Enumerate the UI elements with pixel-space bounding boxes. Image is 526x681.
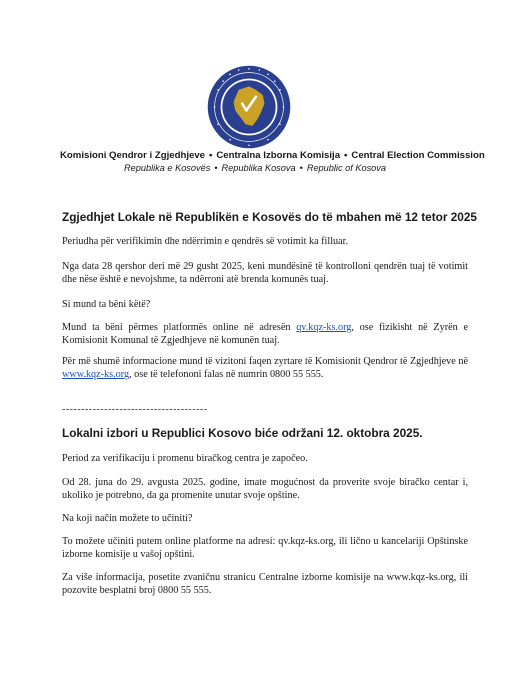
albanian-paragraph-5 [62,355,468,382]
org-name-en: Central Election Commission [351,150,485,161]
serbian-paragraph-1: Period za verifikaciju i promenu biračkog centra je započeo. [62,453,308,464]
serbian-paragraph-4-wrap [62,535,468,562]
albanian-title: Zgjedhjet Lokale në Republikën e Kosovës do të mbahen më 12 tetor 2025 [62,210,477,224]
serbian-paragraph-1-wrap [62,452,468,465]
qv-platform-link[interactable]: qv.kqz-ks.org [296,322,352,333]
section-divider-wrap [62,404,468,415]
albanian-question: Si mund ta bëni këtë? [62,299,151,310]
albanian-paragraph-5-text-b: , ose të telefononi falas në numrin 0800 55 555. [129,369,324,381]
header-separator: • [214,163,218,173]
republic-name-sr: Republika Kosova [221,163,296,173]
serbian-paragraph-4: To možete učiniti putem online platforme na adresi: qv.kqz-ks.org, ili lično u kancelariji Opštinske izborne komisije u vašoj opštini. [62,536,468,561]
albanian-paragraph-4-text-a: Mund ta bëni përmes platformës online në adresën [62,322,297,333]
serbian-paragraph-5-wrap [62,571,468,598]
header-separator: • [209,150,213,161]
serbian-title: Lokalni izbori u Republici Kosovo biće održani 12. oktobra 2025. [62,426,423,440]
serbian-paragraph-5: Za više informacija, posetite zvaničnu stranicu Centralne izborne komisije na www.kqz-ks.org, ili pozovite besplatni broj 0800 55 555. [62,572,468,597]
serbian-paragraph-2: Od 28. juna do 29. avgusta 2025. godine, imate mogućnost da proverite svoje biračko centar i, ukoliko je potrebno, da ga promenite unutar svoje opštine. [62,477,468,502]
albanian-paragraph-5-wrap [62,355,468,382]
albanian-paragraph-1-wrap [62,235,468,248]
election-commission-seal-icon [206,64,292,150]
org-name-sq: Komisioni Qendror i Zgjedhjeve [60,150,205,161]
albanian-paragraph-1: Periudha për verifikimin dhe ndërrimin e qendrës së votimit ka filluar. [62,236,349,247]
republic-name-sq: Republika e Kosovës [124,163,211,173]
serbian-question: Na koji način možete to učiniti? [62,513,193,524]
albanian-paragraph-2: Nga data 28 qershor deri më 29 gusht 2025, keni mundësinë të kontrolloni qendrën tuaj të votimit dhe nëse është e nevojshme, ta ndërroni atë brenda komunës tuaj. [62,261,468,286]
albanian-paragraph-2-wrap [62,260,468,287]
albanian-paragraph-4-wrap [62,321,468,348]
serbian-paragraph-2-wrap [62,476,468,503]
albanian-paragraph-5-text-a: Për më shumë informacione mund të vizitoni faqen zyrtare të Komisionit Qendror të Zgjedhjeve në [62,356,468,367]
albanian-paragraph-3-wrap [62,298,468,311]
kqz-website-link[interactable]: www.kqz-ks.org [62,369,130,381]
header-republics [124,163,424,173]
serbian-section [62,426,468,440]
header-organizations [60,150,485,161]
albanian-paragraph-4-text-b: , ose fizikisht në Zyrën e Komisionit Komunal të Zgjedhjeve në komunën tuaj. [62,322,468,347]
republic-name-en: Republic of Kosova [306,163,386,173]
albanian-section [62,210,477,224]
header-separator: • [344,150,348,161]
section-divider: -------------------------------------- [62,404,208,415]
serbian-paragraph-3-wrap [62,512,468,525]
header-separator: • [299,163,303,173]
org-name-sr: Centralna Izborna Komisija [216,150,341,161]
albanian-paragraph-4 [62,321,468,348]
